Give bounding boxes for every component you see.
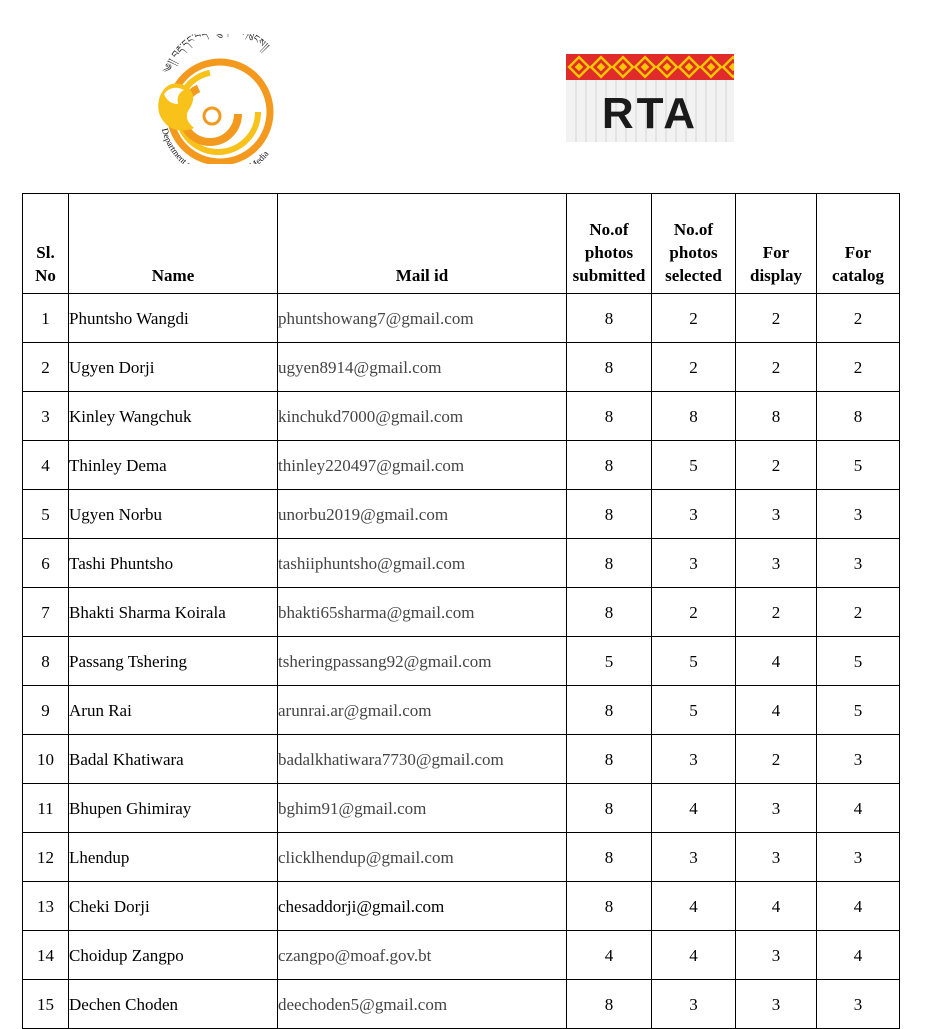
table-row	[23, 294, 900, 343]
cell-display: 2	[736, 588, 817, 637]
header-photos-submitted: No.of photos submitted	[567, 194, 652, 294]
header-for-catalog: For catalog	[817, 194, 900, 294]
table-row	[23, 686, 900, 735]
cell-selected: 2	[652, 588, 736, 637]
cell-mail-id: unorbu2019@gmail.com	[278, 490, 567, 539]
cell-submitted: 8	[567, 980, 652, 1029]
cell-submitted: 8	[567, 686, 652, 735]
cell-catalog: 5	[817, 441, 900, 490]
cell-catalog: 3	[817, 980, 900, 1029]
cell-display: 2	[736, 735, 817, 784]
cell-selected: 4	[652, 882, 736, 931]
cell-sl-no: 2	[23, 343, 69, 392]
cell-catalog: 3	[817, 735, 900, 784]
cell-mail-id: badalkhatiwara7730@gmail.com	[278, 735, 567, 784]
cell-name: Kinley Wangchuk	[69, 392, 278, 441]
cell-sl-no: 5	[23, 490, 69, 539]
cell-sl-no: 15	[23, 980, 69, 1029]
cell-mail-id: deechoden5@gmail.com	[278, 980, 567, 1029]
cell-sl-no: 14	[23, 931, 69, 980]
cell-selected: 2	[652, 343, 736, 392]
participants-table	[22, 193, 900, 1029]
cell-catalog: 2	[817, 343, 900, 392]
table-row	[23, 882, 900, 931]
cell-catalog: 4	[817, 931, 900, 980]
cell-name: Bhupen Ghimiray	[69, 784, 278, 833]
cell-sl-no: 12	[23, 833, 69, 882]
cell-selected: 5	[652, 686, 736, 735]
cell-submitted: 8	[567, 539, 652, 588]
cell-sl-no: 13	[23, 882, 69, 931]
table-row	[23, 539, 900, 588]
cell-name: Ugyen Norbu	[69, 490, 278, 539]
cell-selected: 2	[652, 294, 736, 343]
cell-name: Badal Khatiwara	[69, 735, 278, 784]
cell-name: Phuntsho Wangdi	[69, 294, 278, 343]
table-row	[23, 490, 900, 539]
cell-display: 2	[736, 294, 817, 343]
cell-name: Cheki Dorji	[69, 882, 278, 931]
cell-catalog: 3	[817, 833, 900, 882]
cell-submitted: 8	[567, 784, 652, 833]
cell-submitted: 4	[567, 931, 652, 980]
cell-catalog: 2	[817, 588, 900, 637]
cell-display: 4	[736, 882, 817, 931]
cell-mail-id: tsheringpassang92@gmail.com	[278, 637, 567, 686]
cell-catalog: 3	[817, 539, 900, 588]
cell-catalog: 2	[817, 294, 900, 343]
table-row	[23, 735, 900, 784]
cell-selected: 5	[652, 441, 736, 490]
cell-mail-id: czangpo@moaf.gov.bt	[278, 931, 567, 980]
header-mail-id: Mail id	[278, 194, 567, 294]
cell-selected: 4	[652, 784, 736, 833]
table-row	[23, 931, 900, 980]
cell-sl-no: 1	[23, 294, 69, 343]
cell-submitted: 8	[567, 833, 652, 882]
table-row	[23, 980, 900, 1029]
cell-catalog: 4	[817, 784, 900, 833]
cell-submitted: 8	[567, 735, 652, 784]
cell-submitted: 8	[567, 490, 652, 539]
cell-catalog: 5	[817, 637, 900, 686]
header-name: Name	[69, 194, 278, 294]
cell-display: 4	[736, 637, 817, 686]
cell-display: 4	[736, 686, 817, 735]
cell-sl-no: 7	[23, 588, 69, 637]
table-row	[23, 343, 900, 392]
cell-name: Lhendup	[69, 833, 278, 882]
cell-name: Passang Tshering	[69, 637, 278, 686]
cell-mail-id: kinchukd7000@gmail.com	[278, 392, 567, 441]
dim-logo	[140, 34, 290, 164]
cell-mail-id: bhakti65sharma@gmail.com	[278, 588, 567, 637]
cell-display: 3	[736, 980, 817, 1029]
cell-mail-id: phuntshowang7@gmail.com	[278, 294, 567, 343]
cell-display: 2	[736, 343, 817, 392]
header-photos-selected: No.of photos selected	[652, 194, 736, 294]
table-row	[23, 441, 900, 490]
cell-name: Choidup Zangpo	[69, 931, 278, 980]
rta-logo-text: RTA	[601, 89, 699, 138]
table-row	[23, 588, 900, 637]
cell-display: 3	[736, 490, 817, 539]
cell-submitted: 8	[567, 882, 652, 931]
cell-selected: 3	[652, 735, 736, 784]
cell-selected: 3	[652, 833, 736, 882]
cell-display: 3	[736, 539, 817, 588]
cell-sl-no: 3	[23, 392, 69, 441]
dim-logo-tibetan-text: ༄།། བརྡ་དང་བ ་ཁུངས།།	[162, 34, 272, 76]
cell-mail-id: clicklhendup@gmail.com	[278, 833, 567, 882]
cell-mail-id: tashiiphuntsho@gmail.com	[278, 539, 567, 588]
cell-catalog: 8	[817, 392, 900, 441]
cell-display: 8	[736, 392, 817, 441]
dim-logo-name-text: Department edia	[159, 127, 271, 164]
cell-catalog: 5	[817, 686, 900, 735]
cell-selected: 5	[652, 637, 736, 686]
cell-display: 3	[736, 833, 817, 882]
cell-selected: 3	[652, 980, 736, 1029]
cell-mail-id: chesaddorji@gmail.com	[278, 882, 567, 931]
table-row	[23, 392, 900, 441]
cell-mail-id: arunrai.ar@gmail.com	[278, 686, 567, 735]
cell-selected: 3	[652, 490, 736, 539]
cell-sl-no: 9	[23, 686, 69, 735]
table-header-row	[23, 194, 900, 294]
cell-sl-no: 10	[23, 735, 69, 784]
cell-selected: 4	[652, 931, 736, 980]
table-row	[23, 637, 900, 686]
cell-mail-id: ugyen8914@gmail.com	[278, 343, 567, 392]
cell-mail-id: bghim91@gmail.com	[278, 784, 567, 833]
cell-display: 2	[736, 441, 817, 490]
cell-display: 3	[736, 931, 817, 980]
cell-submitted: 5	[567, 637, 652, 686]
cell-name: Thinley Dema	[69, 441, 278, 490]
header-for-display: For display	[736, 194, 817, 294]
cell-catalog: 4	[817, 882, 900, 931]
cell-display: 3	[736, 784, 817, 833]
cell-name: Tashi Phuntsho	[69, 539, 278, 588]
cell-name: Arun Rai	[69, 686, 278, 735]
cell-sl-no: 4	[23, 441, 69, 490]
cell-submitted: 8	[567, 441, 652, 490]
table-row	[23, 784, 900, 833]
cell-name: Ugyen Dorji	[69, 343, 278, 392]
cell-submitted: 8	[567, 392, 652, 441]
cell-submitted: 8	[567, 588, 652, 637]
table-row	[23, 833, 900, 882]
cell-sl-no: 11	[23, 784, 69, 833]
cell-submitted: 8	[567, 294, 652, 343]
cell-name: Bhakti Sharma Koirala	[69, 588, 278, 637]
header-sl-no: Sl. No	[23, 194, 69, 294]
cell-catalog: 3	[817, 490, 900, 539]
cell-sl-no: 6	[23, 539, 69, 588]
cell-name: Dechen Choden	[69, 980, 278, 1029]
cell-submitted: 8	[567, 343, 652, 392]
cell-sl-no: 8	[23, 637, 69, 686]
cell-selected: 3	[652, 539, 736, 588]
cell-mail-id: thinley220497@gmail.com	[278, 441, 567, 490]
cell-selected: 8	[652, 392, 736, 441]
rta-logo	[566, 54, 734, 142]
